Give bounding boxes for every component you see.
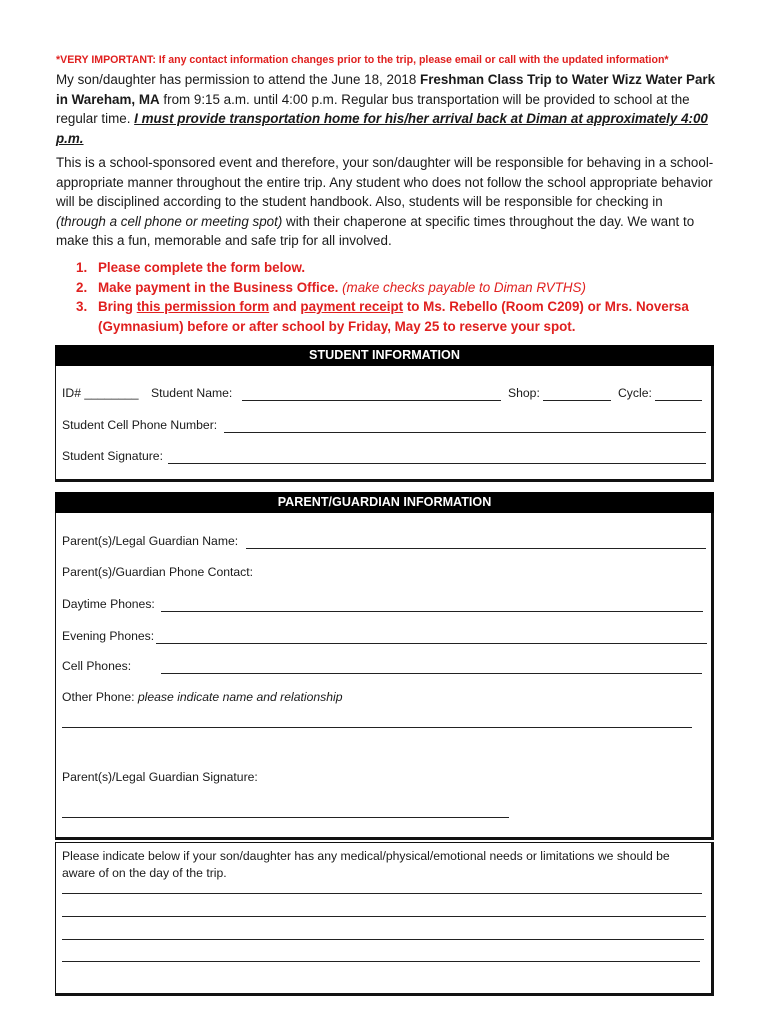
step-text: Make payment in the Business Office.	[98, 279, 339, 295]
cycle-input[interactable]	[655, 400, 702, 401]
other-phone-title: Other Phone:	[62, 690, 135, 704]
guardian-phone-contact-label: Parent(s)/Guardian Phone Contact:	[62, 565, 254, 579]
cycle-label: Cycle:	[618, 386, 652, 400]
student-id-field[interactable]	[62, 386, 139, 400]
step-text: Bring	[98, 299, 137, 314]
other-phone-label	[62, 690, 343, 704]
permission-statement	[56, 70, 716, 148]
guardian-signature-label: Parent(s)/Legal Guardian Signature:	[62, 770, 258, 784]
step-number: 1.	[76, 260, 88, 275]
trip-name: Freshman Class Trip to Water Wizz Water Park in Wareham, MA	[56, 72, 716, 107]
instruction-item	[56, 258, 716, 278]
step-number: 2.	[76, 279, 88, 295]
student-signature-label: Student Signature:	[62, 449, 163, 463]
step-number: 3.	[76, 299, 88, 314]
student-info-header: STUDENT INFORMATION	[55, 345, 714, 366]
student-phone-label: Student Cell Phone Number:	[62, 418, 218, 432]
step-payment-receipt: payment receipt	[300, 299, 404, 314]
medical-needs-prompt: Please indicate below if your son/daughter has any medical/physical/emotional needs or limitations we should be aware of on the day of the trip.	[62, 849, 670, 880]
guardian-signature-input[interactable]	[62, 817, 509, 818]
intro-text-1: My son/daughter has permission to attend the June 18, 2018	[56, 72, 421, 87]
step-text: to Ms. Rebello (Room C209) or Mrs. Noversa (Gymnasium) before or after school by Friday, May 25 to reserve your spot.	[98, 299, 689, 334]
instruction-item	[56, 297, 716, 336]
behavior-text-1: This is a school-sponsored event and therefore, your son/daughter will be responsible for behaving in a school-appropriate manner throughout the entire trip. Any student who does not follow the school appropriate behavior will be disciplined according to the student handbook. Also, students will be responsible for checking in	[56, 155, 714, 209]
behavior-italic: (through a cell phone or meeting spot)	[56, 213, 283, 229]
step-note: (make checks payable to Diman RVTHS)	[338, 279, 586, 295]
evening-phones-input[interactable]	[156, 643, 707, 644]
daytime-phones-label: Daytime Phones:	[62, 597, 155, 611]
parent-info-header: PARENT/GUARDIAN INFORMATION	[55, 492, 714, 513]
medical-line-1[interactable]	[62, 893, 702, 894]
behavior-statement	[56, 153, 716, 251]
medical-line-3[interactable]	[62, 939, 704, 940]
instruction-item	[56, 278, 716, 298]
guardian-name-input[interactable]	[246, 548, 706, 549]
instructions-list	[56, 258, 716, 336]
student-phone-input[interactable]	[224, 432, 706, 433]
shop-label: Shop:	[508, 386, 540, 400]
step-text: and	[269, 299, 301, 314]
important-notice: *VERY IMPORTANT: If any contact information changes prior to the trip, please email or call with the updated information*	[56, 54, 669, 66]
other-phone-hint: please indicate name and relationship	[137, 690, 343, 704]
step-text: Please complete the form below.	[98, 260, 306, 275]
evening-phones-label: Evening Phones:	[62, 629, 155, 643]
student-id-label: ID# ________	[62, 386, 139, 400]
step-permission-form: this permission form	[136, 299, 270, 314]
transportation-notice: I must provide transportation home for his/her arrival back at Diman at approximately 4:00 p.m.	[56, 111, 708, 146]
student-name-input[interactable]	[242, 400, 501, 401]
student-name-label: Student Name:	[151, 386, 233, 400]
guardian-name-label: Parent(s)/Legal Guardian Name:	[62, 534, 239, 548]
other-phone-input[interactable]	[62, 727, 692, 728]
medical-line-2[interactable]	[62, 916, 706, 917]
daytime-phones-input[interactable]	[161, 611, 703, 612]
behavior-text-2: with their chaperone at specific times throughout the day. We want to make this a fun, memorable and safe trip for all involved.	[56, 213, 695, 248]
medical-line-4[interactable]	[62, 961, 700, 962]
student-signature-input[interactable]	[168, 463, 706, 464]
intro-text-2: from 9:15 a.m. until 4:00 p.m. Regular bus transportation will be provided to school at the regular time.	[56, 91, 690, 126]
cell-phones-label: Cell Phones:	[62, 659, 132, 673]
cell-phones-input[interactable]	[161, 673, 702, 674]
shop-input[interactable]	[543, 400, 611, 401]
